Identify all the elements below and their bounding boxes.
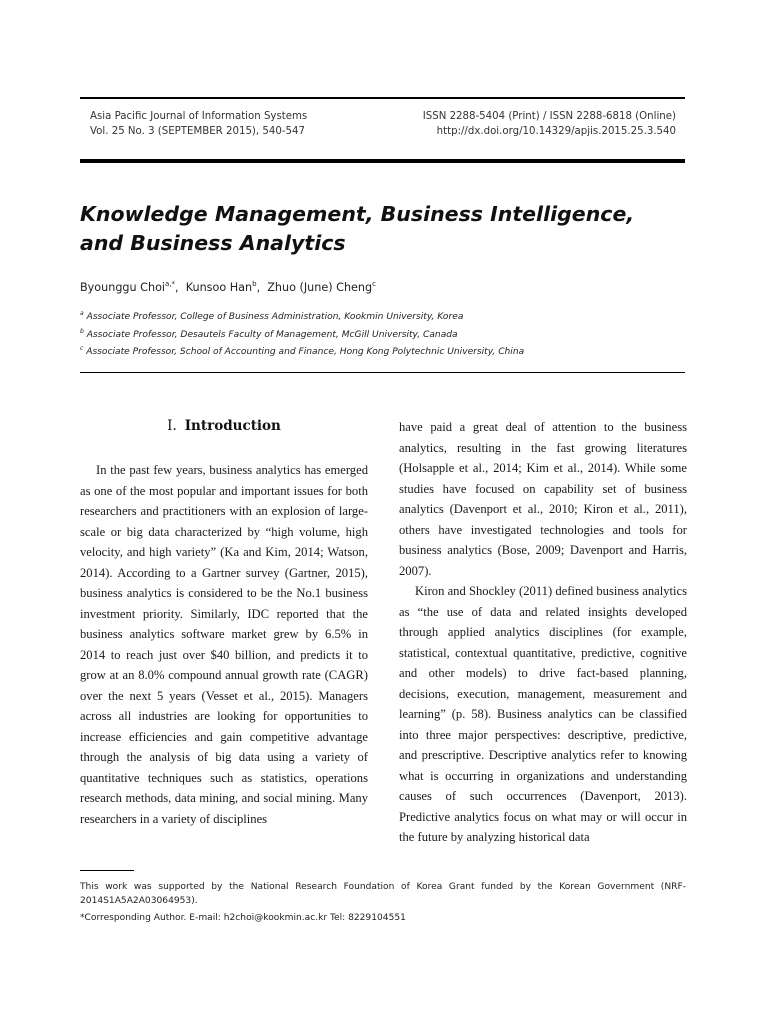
corresponding-author-footnote: *Corresponding Author. E-mail: h2choi@kookmin.ac.kr Tel: 8229104551: [80, 913, 406, 923]
affiliation-marker: b: [80, 327, 84, 335]
right-column: [399, 417, 687, 848]
author-superscript: b: [252, 280, 257, 288]
affiliation-text: Associate Professor, School of Accounting and Finance, Hong Kong Polytechnic University, China: [86, 347, 525, 357]
paper-title: [80, 200, 700, 258]
header-top-rule: [80, 97, 685, 99]
journal-name: Asia Pacific Journal of Information Systems: [90, 111, 308, 122]
body-paragraph: In the past few years, business analytics has emerged as one of the most popular and important issues for both researchers and practitioners with an explosion of large-scale or big data characterized by “high volume, high velocity, and high variety” (Ka and Kim, 2014; Watson, 2014). According to a Gartner survey (Gartner, 2015), business analytics is considered to be the No.1 business investment priority. Similarly, IDC reported that the business analytics software market grew by 6.5% in 2014 to reach just over $40 billion, and predicts it to grow at an 8.0% compound annual growth rate (CAGR) over the next 5 years (Vesset et al., 2015). Managers across all industries are looking for opportunities to increase efficiencies and gain competitive advantage through the analysis of big data using a variety of quantitative techniques such as statistics, operations research methods, data mining, and social mining. Many researchers in a variety of disciplines: [80, 463, 368, 826]
footnote-rule: [80, 870, 134, 871]
author-name: Byounggu Choi: [80, 281, 166, 294]
journal-header-right: [423, 109, 676, 139]
affiliation: [80, 325, 524, 343]
funding-footnote: This work was supported by the National Research Foundation of Korea Grant funded by the Korean Government (NRF-2014S1A5A2A03064953).: [80, 882, 686, 906]
affiliation-list: [80, 307, 524, 360]
left-column: [80, 460, 368, 829]
author-name: Zhuo (June) Cheng: [267, 281, 373, 294]
author-superscript: c: [372, 280, 376, 288]
author-superscript: a,*: [165, 280, 176, 288]
title-line-2: and Business Analytics: [80, 231, 346, 255]
body-paragraph: Kiron and Shockley (2011) defined business analytics as “the use of data and related insights developed through applied analytics disciplines (for example, statistical, contextual quantitative, predictive, cognitive and other models) to drive fact-based planning, decisions, execution, management, measurement and learning” (p. 58). Business analytics can be classified into three major perspectives: descriptive, predictive, and prescriptive. Descriptive analytics refer to knowing what is occurring in organizations and understanding causes of such occurrences (Davenport, 2013). Predictive analytics focus on what may or will occur in the future by analyzing historical data: [399, 584, 687, 844]
author-name: Kunsoo Han: [185, 281, 253, 294]
affiliation: [80, 342, 524, 360]
header-bottom-rule: [80, 159, 685, 163]
section-title: Introduction: [184, 418, 281, 434]
body-paragraph: have paid a great deal of attention to the business analytics, resulting in the fast growing literatures (Holsapple et al., 2014; Kim et al., 2014). While some studies have focused on capability set of business analytics (Davenport et al., 2010; Kiron et al., 2011), others have investigated technologies and tools for business analytics (Bose, 2009; Davenport and Harris, 2007).: [399, 420, 687, 578]
issn: ISSN 2288-5404 (Print) / ISSN 2288-6818 (Online): [422, 111, 676, 122]
volume-info: Vol. 25 No. 3 (SEPTEMBER 2015), 540-547: [90, 126, 305, 137]
author-list: Byounggu Choi$^{a,*}$, Kunsoo Han$^b$, Zhuo (June) Cheng$^c$: [80, 280, 376, 294]
title-line-1: Knowledge Management, Business Intelligence,: [80, 202, 635, 226]
doi-link[interactable]: http://dx.doi.org/10.14329/apjis.2015.25.3.540: [436, 126, 676, 137]
affiliation: [80, 307, 524, 325]
affiliation-marker: a: [80, 310, 84, 317]
affiliation-text: Associate Professor, Desautels Faculty of Management, McGill University, Canada: [86, 329, 458, 340]
section-heading: [80, 418, 368, 434]
section-number: Ⅰ.: [167, 418, 177, 434]
affiliation-marker: c: [80, 345, 84, 352]
abstract-separator-rule: [80, 372, 685, 373]
journal-header-left: [90, 109, 307, 139]
affiliation-text: Associate Professor, College of Business Administration, Kookmin University, Korea: [86, 312, 464, 322]
